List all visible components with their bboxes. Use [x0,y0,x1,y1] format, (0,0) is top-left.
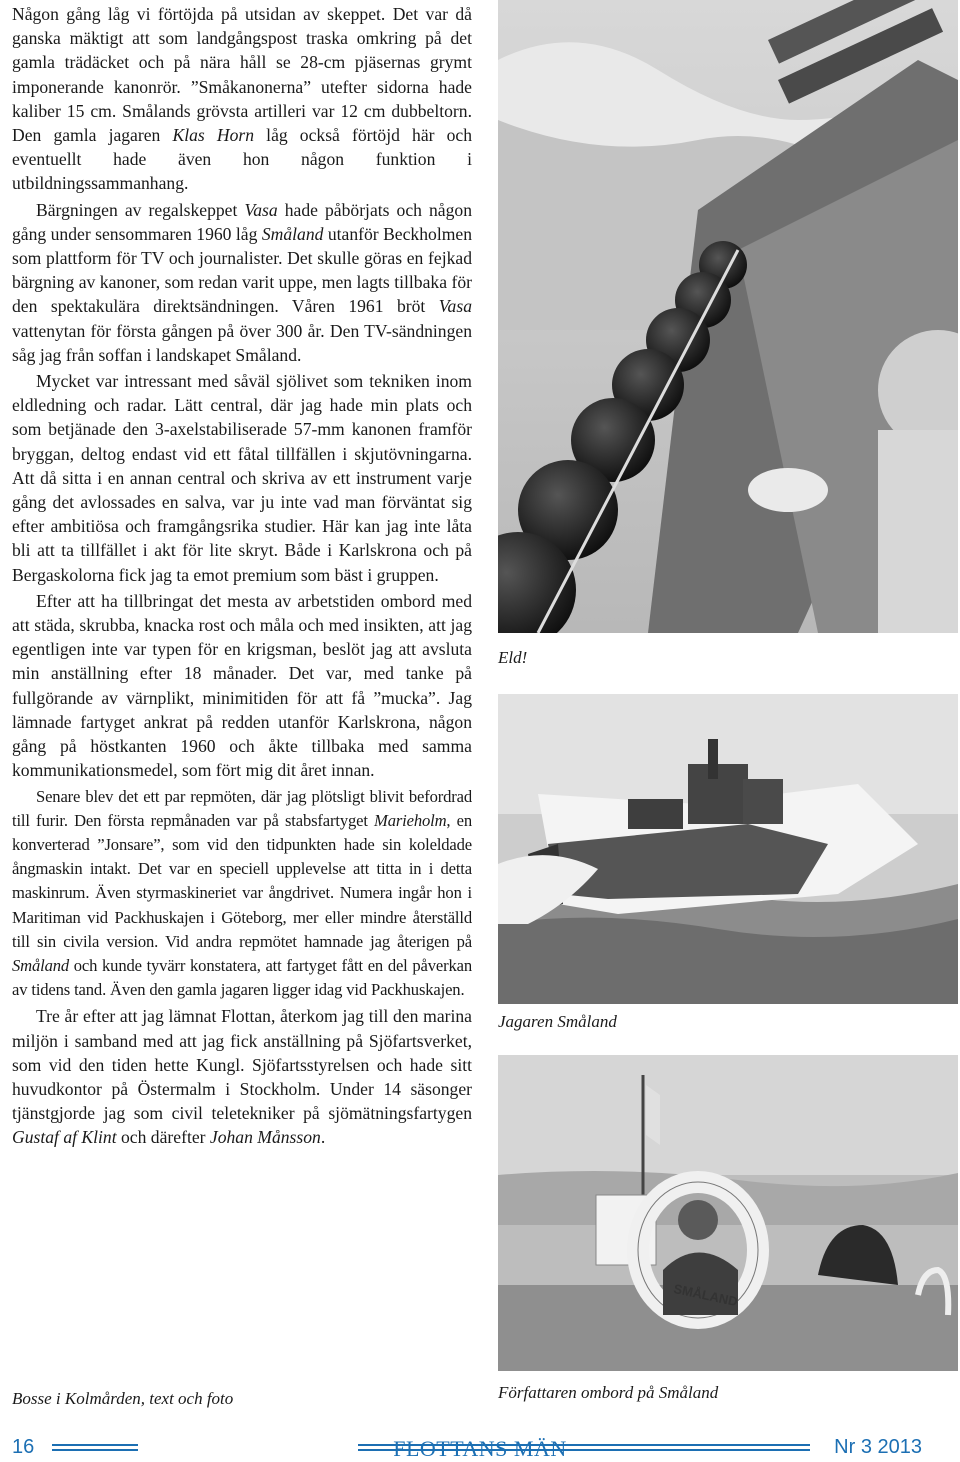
issue-label: Nr 3 2013 [834,1436,922,1458]
text-run: Senare blev det ett par repmöten, där jag plötsligt blivit befordrad till furir. Den första repmånaden var på stabsfartyget [12,786,472,830]
italic-text: Marieholm [374,810,447,830]
article-paragraph [12,198,472,367]
photo-author-lifebuoy [498,1055,958,1371]
lifebuoy-lettering: SMÅLAND [672,1280,739,1310]
text-run: . [320,1127,326,1148]
italic-text: Klas Horn [172,125,255,146]
italic-text: Småland [12,955,70,975]
page-number: 16 [12,1436,35,1458]
article-paragraph [12,2,472,196]
article-column [12,2,472,1152]
italic-text: Johan Månsson [209,1127,321,1148]
photo1-caption: Eld! [498,648,528,667]
photo3-caption: Författaren ombord på Småland [498,1383,719,1402]
article-paragraph [12,589,472,783]
text-run: vattenytan för första gången på över 300 år. Den TV-sändningen såg jag från soffan i landskapet Småland. [12,320,472,365]
byline: Bosse i Kolmården, text och foto [12,1389,234,1408]
article-paragraph [12,369,472,587]
photo-destroyer [498,694,958,1004]
text-run: hade påbörjats och någon gång under sensommaren 1960 låg [12,199,472,244]
footer-rule-right [358,1444,810,1451]
page-footer [0,1436,960,1462]
italic-text: Småland [261,223,324,244]
italic-text: Vasa [438,296,472,317]
text-run: Någon gång låg vi förtöjda på utsidan av skeppet. Det var då ganska mäktigt att som landgångspost traska omkring på det gamla trädäcket och på nära håll se 28-cm pjäsernas grymt imponerande kanonrör. ”Småkanonerna” utefter sidorna hade kaliber 15 cm. Smålands grövsta artilleri var 12 cm dubbeltorn. Den gamla jagaren [12,4,472,146]
text-run: Bärgningen av regalskeppet [36,199,245,220]
italic-text: Gustaf af Klint [12,1127,117,1148]
text-run: Tre år efter att jag lämnat Flottan, återkom jag till den marina miljön i samband med att jag fick anställning på Sjöfartsverket, som vid den tiden hette Kungl. Sjöfartsstyrelsen och hade sitt huvudkontor på Östermalm i Stockholm. Under 14 säsonger tjänstgjorde jag som civil teletekniker på sjömätningsfartygen [12,1006,472,1124]
article-paragraph [12,1004,472,1149]
text-run: , en konverterad ”Jonsare”, som vid den tidpunkten hade sin koleldade ångmaskin intakt. Det var en speciell upplevelse att titta in i detta maskinrum. Även styrmaskineriet var ångdrivet. Numera ingår hon i Maritiman vid Packhuskajen i Göteborg, mer eller mindre återställd till sin civila version. Vid andra repmötet hamnade jag återigen på [12,810,472,951]
italic-text: Vasa [244,199,278,220]
text-run: Efter att ha tillbringat det mesta av arbetstiden ombord med att städa, skrubba, knacka rost och måla och med insikten, att jag egentligen inte var typen för en krigsman, beslöt jag att avsluta min anställning efter 18 månader. Det var, med tanke på fullgörande av värnplikt, minimitiden för att få ”mucka”. Jag lämnade fartyget ankrat på redden utanför Karlskrona, någon gång på höstkanten 1960 och åkte tillbaka med samma kommunikationsmedel, som fört mig dit året innan. [12,590,472,781]
text-run: och kunde tyvärr konstatera, att fartyget fått en del påverkan av tidens tand. Även den gamla jagaren ligger idag vid Packhuskajen. [12,955,472,1000]
photo-guns-firing [498,0,958,633]
photo2-caption: Jagaren Småland [498,1012,617,1031]
text-run: utanför Beckholmen som plattform för TV och journalister. Det skulle göras en fejkad bärgning av kanoner, som redan varit uppe, men lagts tillbaka för den spektakulära direktsändningen. Våren 1961 bröt [12,223,472,317]
magazine-title: FLOTTANS MÄN [393,1436,567,1461]
text-run: och därefter [116,1127,210,1148]
article-paragraph [12,785,472,1003]
text-run: låg också förtöjd här och eventuellt hade även hon någon funktion i utbildningssammanhang. [12,125,473,194]
text-run: Mycket var intressant med såväl sjölivet som tekniken inom eldledning och radar. Lätt central, där jag hade min plats och som betjänade den 3-axelstabiliserade 57-mm kanonen framför bryggan, deltog endast vid ett fåtal tillfällen i skjutövningarna. Att då sitta i en annan central och skriva av ett instrument varje gång det avlossades en salva, var ju inte vad man förväntat sig efter ambitiösa och framgångsrika studier. Här kan jag inte låta bli att ta tillfället i akt för lite skryt. Både i Karlskrona och på Bergaskolorna fick jag ta emot premium som bäst i gruppen. [12,371,472,585]
